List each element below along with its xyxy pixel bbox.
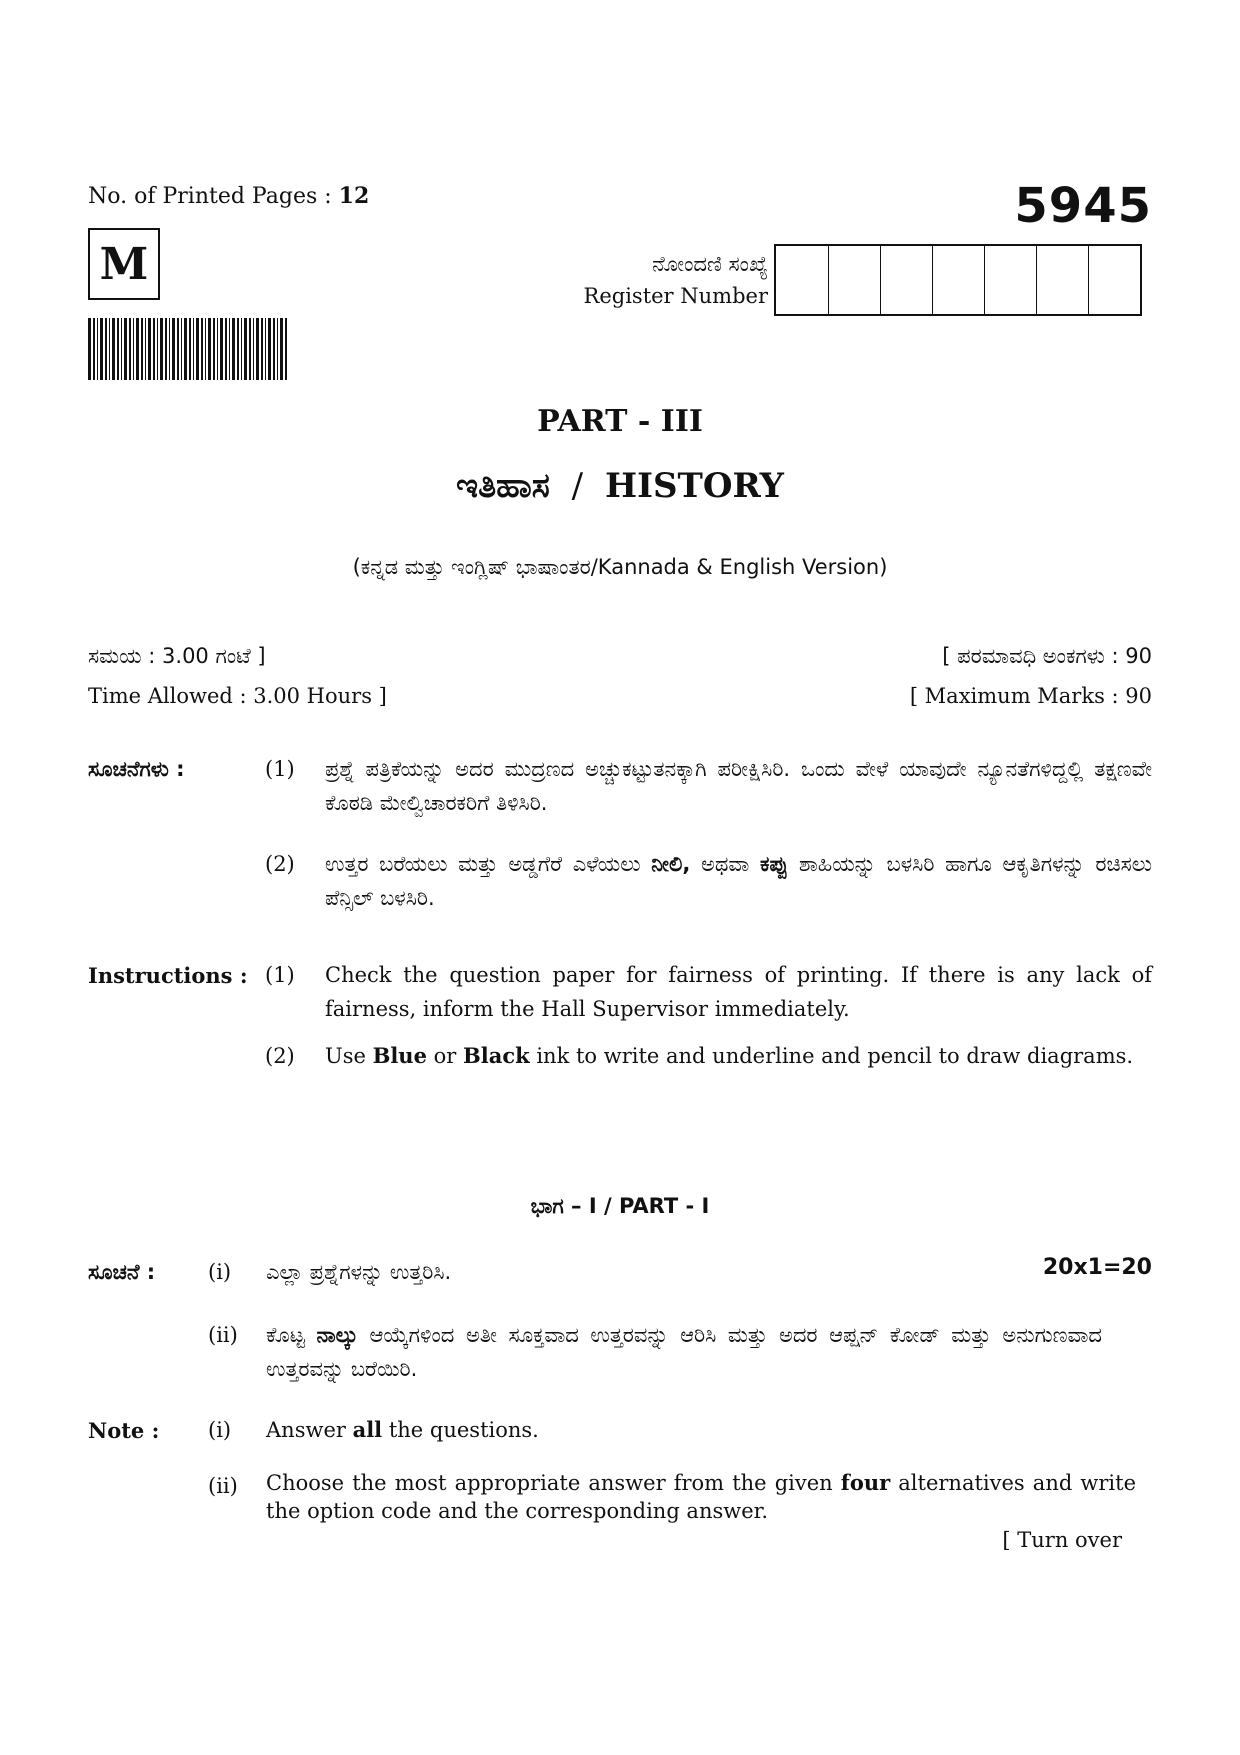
- instruction-en-text-1: Check the question paper for fairness of printing. If there is any lack of fairness, inform the Hall Supervisor immediately.: [325, 963, 1152, 1021]
- register-number-label: [520, 248, 768, 312]
- instruction-kn-text-1: ಪ್ರಶ್ನೆ ಪತ್ರಿಕೆಯನ್ನು ಅದರ ಮುದ್ರಣದ ಅಚ್ಚುಕಟ್ಟುತನಕ್ಕಾಗಿ ಪರೀಕ್ಷಿಸಿರಿ. ಒಂದು ವೇಳೆ ಯಾವುದೇ ನ್ಯೂನತೆಗಳಿದ್ದಲ್ಲಿ ತಕ್ಷಣವೇ ಕೊಠಡಿ ಮೇಲ್ವಿಚಾರಕರಿಗೆ ತಿಳಿಸಿರಿ.: [325, 757, 1152, 815]
- note-en-2-bold-four: four: [840, 1470, 891, 1495]
- subject-en: HISTORY: [604, 466, 784, 506]
- version-line: (ಕನ್ನಡ ಮತ್ತು ಇಂಗ್ಲಿಷ್ ಭಾಷಾಂತರ/Kannada & English Version): [352, 555, 888, 579]
- series-letter: M: [99, 238, 149, 290]
- instruction-en-num-1: (1): [265, 963, 295, 987]
- subject-title: [0, 466, 1240, 506]
- note-en-num-2: (ii): [208, 1474, 238, 1498]
- instruction-en-2-part-a: Use: [325, 1044, 373, 1068]
- note-kn-text-1: ಎಲ್ಲಾ ಪ್ರಶ್ನೆಗಳನ್ನು ಉತ್ತರಿಸಿ.: [266, 1260, 452, 1284]
- instruction-en-2-part-b: or: [426, 1044, 463, 1068]
- printed-pages: [88, 183, 369, 209]
- note-kn-text-2: [266, 1318, 1102, 1386]
- note-en-label: Note :: [88, 1418, 160, 1443]
- turn-over: [ Turn over: [1002, 1528, 1122, 1552]
- note-en-1-part-b: the questions.: [382, 1418, 539, 1442]
- instruction-kn-text-2: [325, 847, 1152, 915]
- note-en-num-1: (i): [208, 1418, 232, 1442]
- instructions-kn-label: ಸೂಚನೆಗಳು :: [88, 757, 185, 781]
- note-kn-label: ಸೂಚನೆ :: [88, 1260, 156, 1284]
- instruction-kn-2-part-c: ಶಾಹಿಯನ್ನು ಬಳಸಿರಿ ಹಾಗೂ ಆಕೃತಿಗಳನ್ನು ರಚಿಸಲು ಪೆನ್ಸಿಲ್ ಬಳಸಿರಿ.: [325, 852, 1153, 910]
- note-kn-num-2: (ii): [208, 1323, 238, 1347]
- instruction-kn-num-2: (2): [265, 852, 295, 876]
- register-label-en: Register Number: [583, 284, 768, 308]
- register-digit-cell[interactable]: [880, 246, 932, 314]
- register-digit-cell[interactable]: [1036, 246, 1088, 314]
- note-en-text-2: [266, 1469, 1136, 1525]
- instruction-kn-num-1: (1): [265, 757, 295, 781]
- instruction-en-2-bold-black: Black: [462, 1043, 530, 1068]
- register-digit-cell[interactable]: [828, 246, 880, 314]
- note-en-1-bold-all: all: [352, 1417, 383, 1442]
- instruction-kn-2-bold-blue: ನೀಲಿ,: [651, 852, 691, 876]
- time-kn: ಸಮಯ : 3.00 ಗಂಟೆ ]: [88, 644, 266, 668]
- register-number-boxes[interactable]: [774, 244, 1142, 316]
- instruction-kn-2-bold-black: ಕಪ್ಪು: [760, 852, 789, 876]
- instruction-kn-2-part-b: ಅಥವಾ: [690, 852, 760, 876]
- marks-en: [ Maximum Marks : 90: [909, 684, 1152, 708]
- note-en-text-1: [266, 1413, 1102, 1447]
- printed-pages-value: 12: [338, 183, 370, 209]
- instruction-en-num-2: (2): [265, 1044, 295, 1068]
- time-en: Time Allowed : 3.00 Hours ]: [88, 684, 387, 708]
- register-digit-cell[interactable]: [932, 246, 984, 314]
- register-label-kn: ನೋಂದಣಿ ಸಂಖ್ಯೆ: [652, 252, 768, 276]
- note-kn-2-part-a: ಕೊಟ್ಟ: [266, 1323, 317, 1347]
- part-title: PART - III: [537, 404, 703, 439]
- printed-pages-label: No. of Printed Pages :: [88, 184, 332, 209]
- register-digit-cell[interactable]: [984, 246, 1036, 314]
- instruction-en-2-part-c: ink to write and underline and pencil to draw diagrams.: [529, 1044, 1134, 1068]
- marks-kn: [ ಪರಮಾವಧಿ ಅಂಕಗಳು : 90: [942, 644, 1152, 668]
- note-kn-2-part-b: ಆಯ್ಕೆಗಳಿಂದ ಅತೀ ಸೂಕ್ತವಾದ ಉತ್ತರವನ್ನು ಆರಿಸಿ ಮತ್ತು ಅದರ ಆಪ್ಷನ್ ಕೋಡ್ ಮತ್ತು ಅನುಗುಣವಾದ ಉತ್ತರವನ್ನು ಬರೆಯಿರಿ.: [266, 1323, 1102, 1381]
- register-digit-cell[interactable]: [1088, 246, 1140, 314]
- note-kn-num-1: (i): [208, 1260, 232, 1284]
- note-en-2-part-a: Choose the most appropriate answer from the given: [266, 1471, 841, 1495]
- instruction-kn-2-part-a: ಉತ್ತರ ಬರೆಯಲು ಮತ್ತು ಅಡ್ಡಗೆರೆ ಎಳೆಯಲು: [325, 852, 652, 876]
- subject-separator: /: [571, 466, 584, 506]
- paper-code: 5945: [1014, 178, 1152, 234]
- instruction-en-2-bold-blue: Blue: [372, 1043, 427, 1068]
- series-letter-box: [88, 228, 160, 300]
- instructions-en-label: Instructions :: [88, 963, 248, 988]
- register-digit-cell[interactable]: [776, 246, 828, 314]
- note-kn-2-bold-four: ನಾಲ್ಕು: [316, 1323, 358, 1347]
- instruction-en-text-2: [325, 1039, 1152, 1073]
- subject-kn: ಇತಿಹಾಸ: [456, 466, 550, 506]
- note-en-2-part-b: alternatives and write the option code and the corresponding answer.: [266, 1471, 1136, 1523]
- part1-heading: ಭಾಗ – I / PART - I: [530, 1194, 710, 1218]
- barcode-icon: [88, 318, 290, 380]
- note-en-1-part-a: Answer: [266, 1418, 353, 1442]
- marks-scheme: 20x1=20: [1042, 1255, 1152, 1280]
